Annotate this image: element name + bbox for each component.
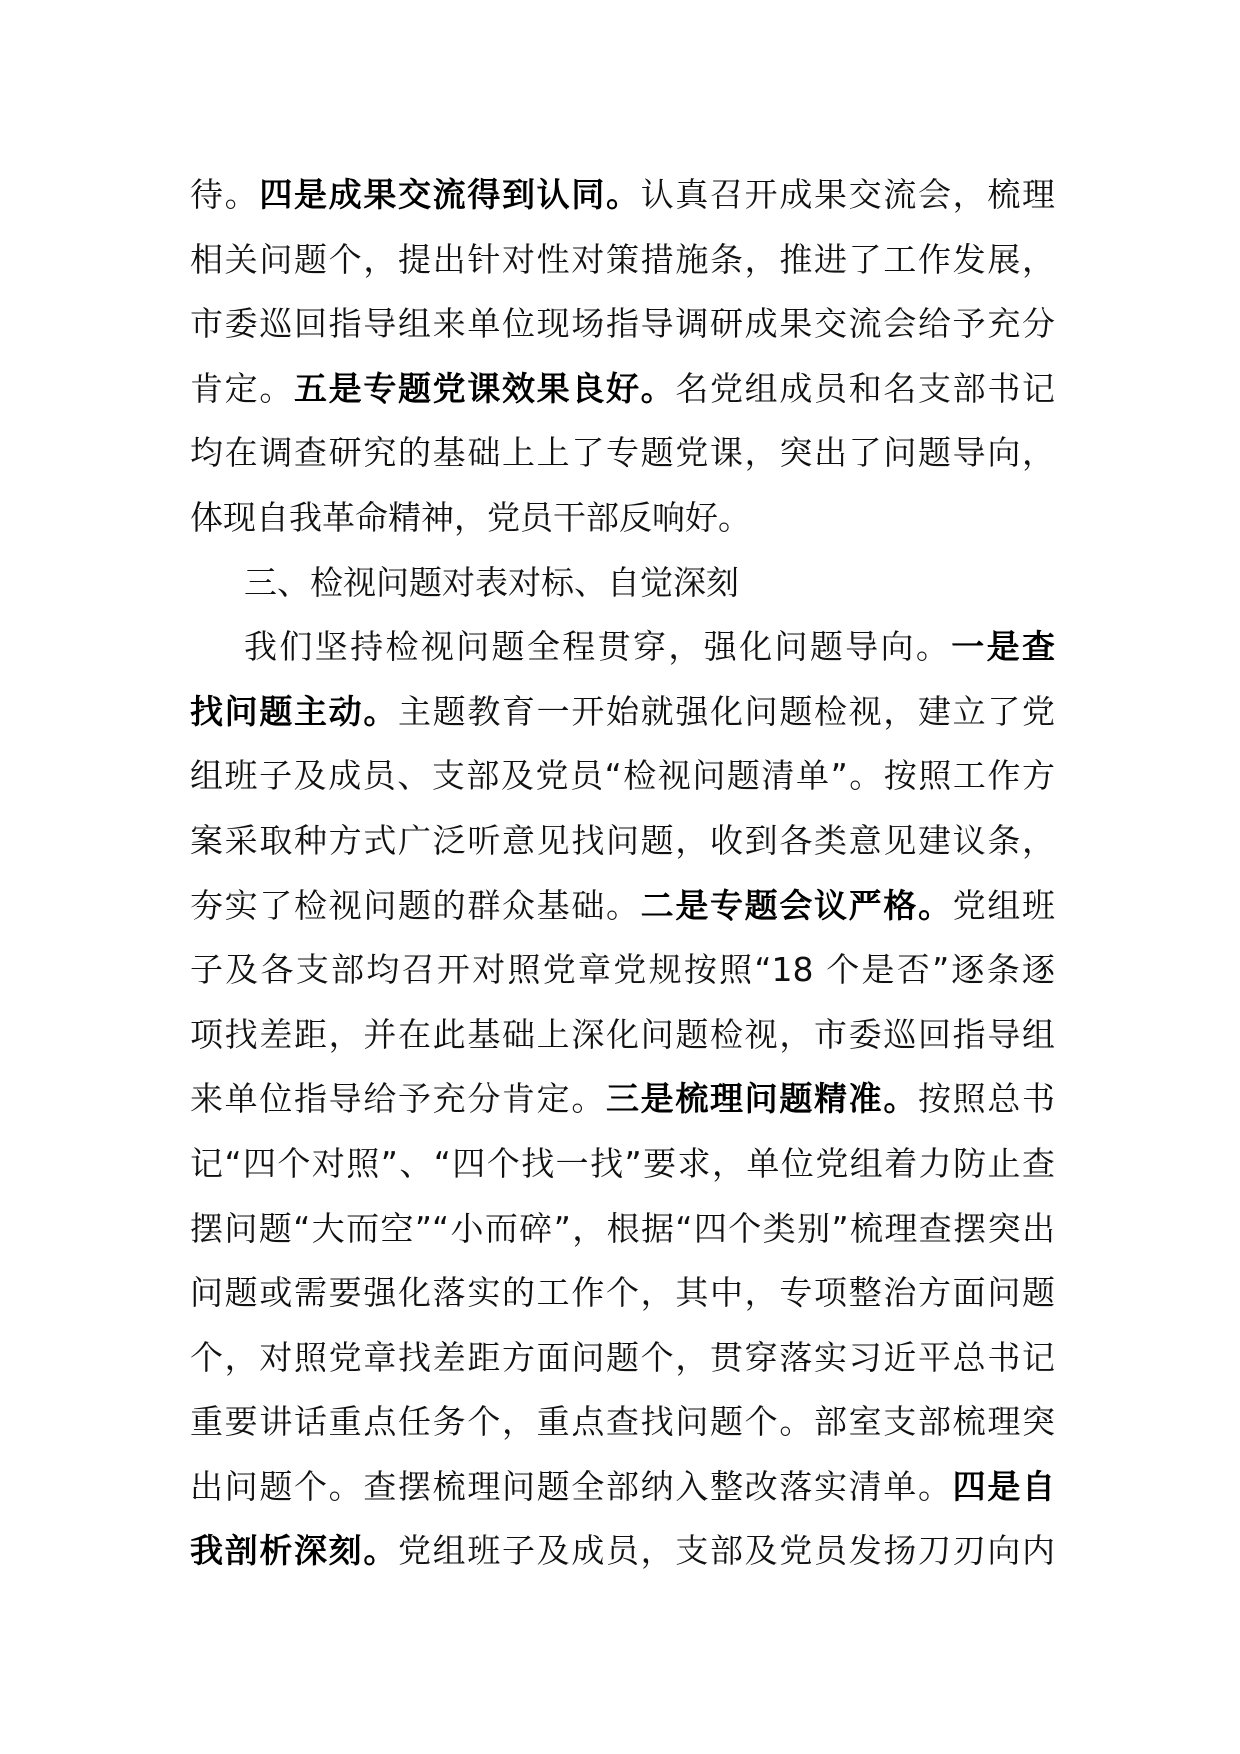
- text-line: [190, 292, 1055, 357]
- text-run: 主题教育一开始就强化问题检视，建立了党: [398, 691, 1055, 731]
- text-line: [190, 1067, 1055, 1132]
- text-line: [190, 357, 1055, 422]
- text-run: 名党组成员和名支部书记: [675, 368, 1055, 408]
- text-run: 待。: [190, 175, 260, 214]
- text-run: 肯定。: [190, 368, 294, 408]
- text-line: [190, 680, 1055, 745]
- text-line: [190, 1003, 1055, 1068]
- text-run: 项找差距，并在此基础上深化问题检视，市委巡回指导组: [190, 1014, 1055, 1054]
- text-run: 按照总书: [918, 1079, 1055, 1119]
- text-run: 相关问题个，提出针对性对策措施条，推进了工作发展，: [190, 239, 1055, 279]
- text-run: 党组班: [952, 885, 1055, 925]
- text-run: 记“四个对照”、“四个找一找”要求，单位党组着力防止查: [190, 1143, 1055, 1183]
- text-run: 摆问题“大而空”“小而碎”，根据“四个类别”梳理查摆突出: [190, 1208, 1055, 1248]
- text-run: 问题或需要强化落实的工作个，其中，专项整治方面问题: [190, 1273, 1055, 1313]
- bold-text-run: 一是查: [951, 627, 1055, 667]
- text-run: 个，对照党章找差距方面问题个，贯穿落实习近平总书记: [190, 1337, 1055, 1377]
- bold-text-run: 四是自: [952, 1466, 1055, 1506]
- body-text: [190, 163, 1055, 1584]
- text-run: 我们坚持检视问题全程贯穿，强化问题导向。: [244, 627, 952, 667]
- text-line: [190, 809, 1055, 874]
- text-run: 出问题个。查摆梳理问题全部纳入整改落实清单。: [190, 1466, 953, 1506]
- text-line: [190, 744, 1055, 809]
- bold-text-run: 二是专题会议严格。: [640, 885, 953, 925]
- text-line: [190, 163, 1055, 228]
- text-run: 组班子及成员、支部及党员“检视问题清单”。按照工作方: [190, 756, 1055, 796]
- text-run: 体现自我革命精神，党员干部反响好。: [190, 497, 751, 537]
- text-line: [190, 1261, 1055, 1326]
- text-line: [190, 1390, 1055, 1455]
- text-line: [190, 228, 1055, 293]
- text-line: [190, 938, 1055, 1003]
- text-line: [190, 1455, 1055, 1520]
- text-run: 重要讲话重点任务个，重点查找问题个。部室支部梳理突: [190, 1402, 1055, 1442]
- text-run: 三、检视问题对表对标、自觉深刻: [244, 562, 739, 602]
- text-run: 案采取种方式广泛听意见找问题，收到各类意见建议条，: [190, 820, 1055, 860]
- text-line: [190, 1197, 1055, 1262]
- bold-text-run: 五是专题党课效果良好。: [294, 368, 676, 408]
- text-run: 夯实了检视问题的群众基础。: [190, 885, 641, 925]
- text-line: [190, 486, 1055, 551]
- section-heading: [190, 551, 1055, 616]
- text-line: [190, 1519, 1055, 1584]
- text-line: [190, 421, 1055, 486]
- bold-text-run: 四是成果交流得到认同。: [259, 175, 641, 214]
- text-run: 市委巡回指导组来单位现场指导调研成果交流会给予充分: [190, 304, 1055, 344]
- bold-text-run: 我剖析深刻。: [190, 1531, 398, 1571]
- text-line: [190, 615, 1055, 680]
- bold-text-run: 三是梳理问题精准。: [606, 1079, 918, 1119]
- text-run: 党组班子及成员，支部及党员发扬刀刃向内: [398, 1531, 1055, 1571]
- text-line: [190, 874, 1055, 939]
- text-run: 来单位指导给予充分肯定。: [190, 1079, 606, 1119]
- text-line: [190, 1326, 1055, 1391]
- bold-text-run: 找问题主动。: [190, 691, 398, 731]
- text-run: 子及各支部均召开对照党章党规按照“18 个是否”逐条逐: [190, 950, 1055, 990]
- text-line: [190, 1132, 1055, 1197]
- text-run: 均在调查研究的基础上上了专题党课，突出了问题导向，: [190, 433, 1055, 473]
- text-run: 认真召开成果交流会，梳理: [640, 175, 1055, 214]
